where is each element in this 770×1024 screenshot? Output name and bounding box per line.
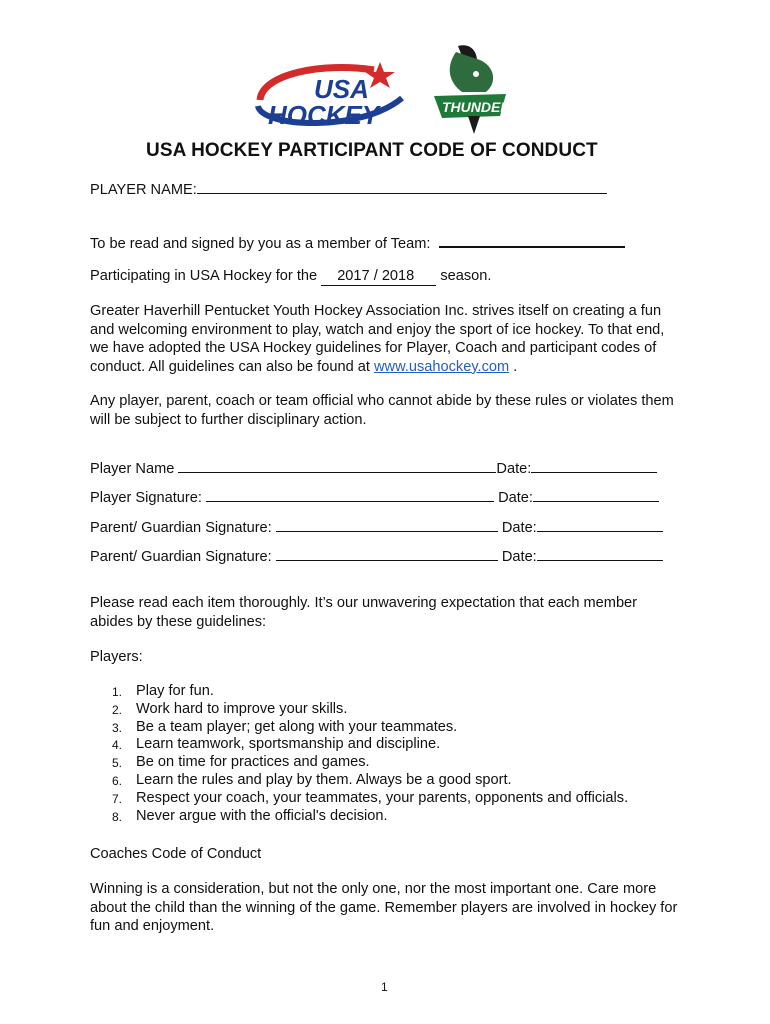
team-field[interactable] (439, 232, 625, 248)
parent-signature-label-2: Parent/ Guardian Signature: (90, 549, 272, 565)
player-rule-item (90, 683, 628, 701)
intro-text: Greater Haverhill Pentucket Youth Hockey Association Inc. strives itself on creating a fun and welcoming environment to play, watch and enjoy the sport of ice hockey. To that end, we have adopted the USA Hockey guidelines for Player, Coach and participant codes of conduct. All guidelines can also be found at (90, 303, 665, 375)
thunder-logo (428, 42, 512, 134)
player-name-row (90, 179, 607, 199)
player-signature-label: Player Signature: (90, 490, 202, 506)
team-row (90, 232, 625, 253)
intro-link-suffix: . (509, 358, 518, 375)
intro-paragraph (90, 302, 670, 376)
player-name-sig-label: Player Name (90, 461, 175, 477)
list-item-text: Play for fun. (136, 683, 214, 699)
usahockey-link[interactable]: www.usahockey.com (373, 358, 510, 375)
player-signature-date-field[interactable] (533, 487, 659, 502)
date-label: Date: (498, 490, 533, 506)
player-name-label: PLAYER NAME: (90, 182, 197, 198)
player-signature-field[interactable] (206, 487, 494, 502)
player-rule-item (90, 736, 628, 754)
list-item-text: Never argue with the official's decision. (136, 807, 388, 824)
player-name-date-field[interactable] (531, 458, 657, 473)
coaches-heading: Coaches Code of Conduct (90, 846, 262, 862)
player-name-field[interactable] (197, 179, 607, 194)
list-number: 1. (112, 685, 123, 699)
parent-signature-row-1 (90, 517, 663, 537)
list-item-text: Respect your coach, your teammates, your parents, opponents and officials. (136, 789, 629, 806)
team-label: To be read and signed by you as a member of Team: (90, 236, 431, 252)
list-number: 4. (112, 738, 123, 753)
parent-signature-date-field-2[interactable] (537, 546, 663, 561)
player-rule-item (90, 790, 628, 808)
list-item-text: Work hard to improve your skills. (136, 700, 348, 717)
parent-signature-label-1: Parent/ Guardian Signature: (90, 520, 272, 536)
date-label: Date: (501, 520, 537, 536)
list-item-text: Be a team player; get along with your teammates. (136, 718, 458, 735)
player-rule-item (90, 754, 628, 772)
list-item-text: Learn teamwork, sportsmanship and discipline. (136, 736, 441, 753)
list-number: 2. (112, 702, 123, 717)
page-number: 1 (381, 980, 388, 994)
coaches-paragraph: Winning is a consideration, but not the only one, nor the most important one. Care more about the child than the winning of the game. Remember players are involved in hockey for fun and enjoyment. (90, 881, 678, 934)
thunder-logo-text: THUNDER (442, 99, 511, 115)
season-field[interactable]: 2017 / 2018 (321, 267, 436, 286)
list-number: 3. (112, 720, 123, 735)
parent-signature-date-field-1[interactable] (537, 517, 663, 532)
list-item-text: Be on time for practices and games. (136, 754, 370, 771)
season-prefix: Participating in USA Hockey for the (90, 268, 318, 284)
player-name-signature-row (90, 458, 657, 478)
player-name-sig-field[interactable] (178, 458, 496, 473)
player-rule-item (90, 719, 628, 737)
season-row (90, 267, 491, 286)
player-rule-item (90, 701, 628, 719)
parent-signature-field-2[interactable] (276, 546, 498, 561)
date-label: Date: (496, 461, 532, 477)
parent-signature-field-1[interactable] (276, 517, 498, 532)
usa-logo-usa-text: USA (314, 74, 369, 104)
player-signature-row (90, 487, 659, 507)
season-suffix: season. (440, 268, 492, 284)
usa-logo-hockey-text: HOCKEY (268, 100, 380, 130)
page-title: USA HOCKEY PARTICIPANT CODE OF CONDUCT (146, 140, 598, 161)
parent-signature-row-2 (90, 546, 663, 566)
date-label: Date: (501, 549, 537, 565)
list-item-text: Learn the rules and play by them. Always be a good sport. (136, 771, 512, 788)
list-number: 6. (112, 773, 123, 788)
list-number: 7. (112, 791, 123, 806)
discipline-paragraph: Any player, parent, coach or team official who cannot abide by these rules or violates them will be subject to further disciplinary action. (90, 393, 674, 428)
player-rule-item (90, 808, 628, 826)
usa-hockey-logo (252, 58, 412, 134)
players-list (90, 683, 628, 825)
list-number: 8. (112, 809, 123, 824)
guidelines-intro: Please read each item thoroughly. It’s our unwavering expectation that each member abides by these guidelines: (90, 595, 638, 630)
list-number: 5. (112, 756, 123, 771)
players-heading: Players: (90, 649, 143, 665)
player-rule-item (90, 772, 628, 790)
